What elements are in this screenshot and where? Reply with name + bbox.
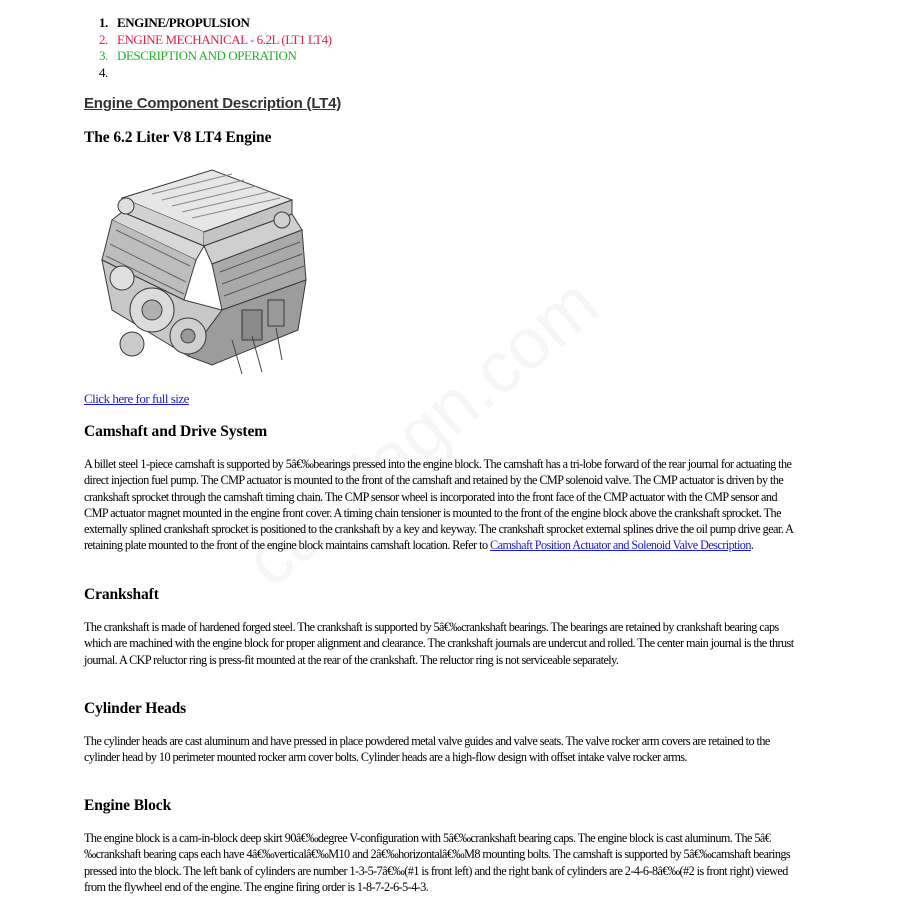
full-size-link[interactable]: Click here for full size bbox=[84, 391, 189, 406]
breadcrumb-item-4: 4. bbox=[99, 64, 108, 80]
engine-illustration[interactable] bbox=[92, 160, 314, 382]
cylinder-heads-heading: Cylinder Heads bbox=[84, 700, 187, 717]
crankshaft-heading: Crankshaft bbox=[84, 586, 159, 603]
breadcrumb-item-engine-mechanical[interactable]: 2. ENGINE MECHANICAL - 6.2L (LT1 LT4) bbox=[99, 31, 332, 47]
page-title: Engine Component Description (LT4) bbox=[84, 95, 342, 112]
breadcrumb-item-description-operation[interactable]: 3. DESCRIPTION AND OPERATION bbox=[99, 48, 297, 63]
crankshaft-paragraph: The crankshaft is made of hardened forged steel. The crankshaft is supported by 5â€‰crankshaft bearings. The bearings are retained by crankshaft bearing caps which are machined with the engine block for proper alignment and clearance. The crankshaft journals are undercut and rolled. The center main journal is the thrust journal. A CKP reluctor ring is press-fit mounted at the rear of the crankshaft. The reluctor ring is not serviceable separately. bbox=[84, 620, 794, 667]
camshaft-actuator-link[interactable]: Camshaft Position Actuator and Solenoid Valve Description bbox=[490, 538, 751, 553]
engine-heading: The 6.2 Liter V8 LT4 Engine bbox=[84, 129, 272, 146]
camshaft-heading: Camshaft and Drive System bbox=[84, 423, 268, 440]
cylinder-heads-paragraph: The cylinder heads are cast aluminum and have pressed in place powdered metal valve guides and valve seats. The valve rocker arm covers are retained to the cylinder head by 10 perimeter mounted rocker arm cover bolts. Cylinder heads are a high-flow design with offset intake valve rocker arms. bbox=[84, 734, 770, 765]
breadcrumb-item-engine-propulsion[interactable]: 1. ENGINE/PROPULSION bbox=[99, 15, 250, 30]
engine-block-heading: Engine Block bbox=[84, 797, 172, 814]
camshaft-paragraph: A billet steel 1-piece camshaft is supported by 5â€‰bearings pressed into the engine block. The camshaft has a tri-lobe forward of the rear journal for actuating the direct injection fuel pump. The CMP actuator is mounted to the front of the camshaft and retained by the CMP solenoid valve. The CMP actuator is driven by the crankshaft sprocket through the camshaft timing chain. The CMP sensor wheel is incorporated into the front face of the CMP actuator with the CMP sensor and CMP actuator magnet mounted in the engine front cover. A timing chain tensioner is mounted to the front of the engine block above the crankshaft sprocket. The externally splined crankshaft sprocket is positioned to the crankshaft by a key and keyway. The crankshaft sprocket external splines drive the oil pump drive gear. A retaining plate mounted to the front of the engine block maintains camshaft location. Refer to Camshaft Position Actuator and Solenoid Valve Description. bbox=[84, 457, 793, 553]
engine-block-paragraph: The engine block is a cam-in-block deep skirt 90â€‰degree V-configuration with 5â€‰crankshaft bearing caps. The engine block is cast aluminum. The 5â€‰crankshaft bearing caps each have 4â€‰verticalâ€‰M10 and 2â€‰horizontalâ€‰M8 mounting bolts. The camshaft is supported by 5â€‰camshaft bearings pressed into the block. The left bank of cylinders are number 1-3-5-7â€‰(#1 is front left) and the right bank of cylinders are 2-4-6-8â€‰(#2 is front right) viewed from the flywheel end of the engine. The engine firing order is 1-8-7-2-6-5-4-3. bbox=[84, 831, 791, 894]
breadcrumb bbox=[99, 15, 332, 81]
